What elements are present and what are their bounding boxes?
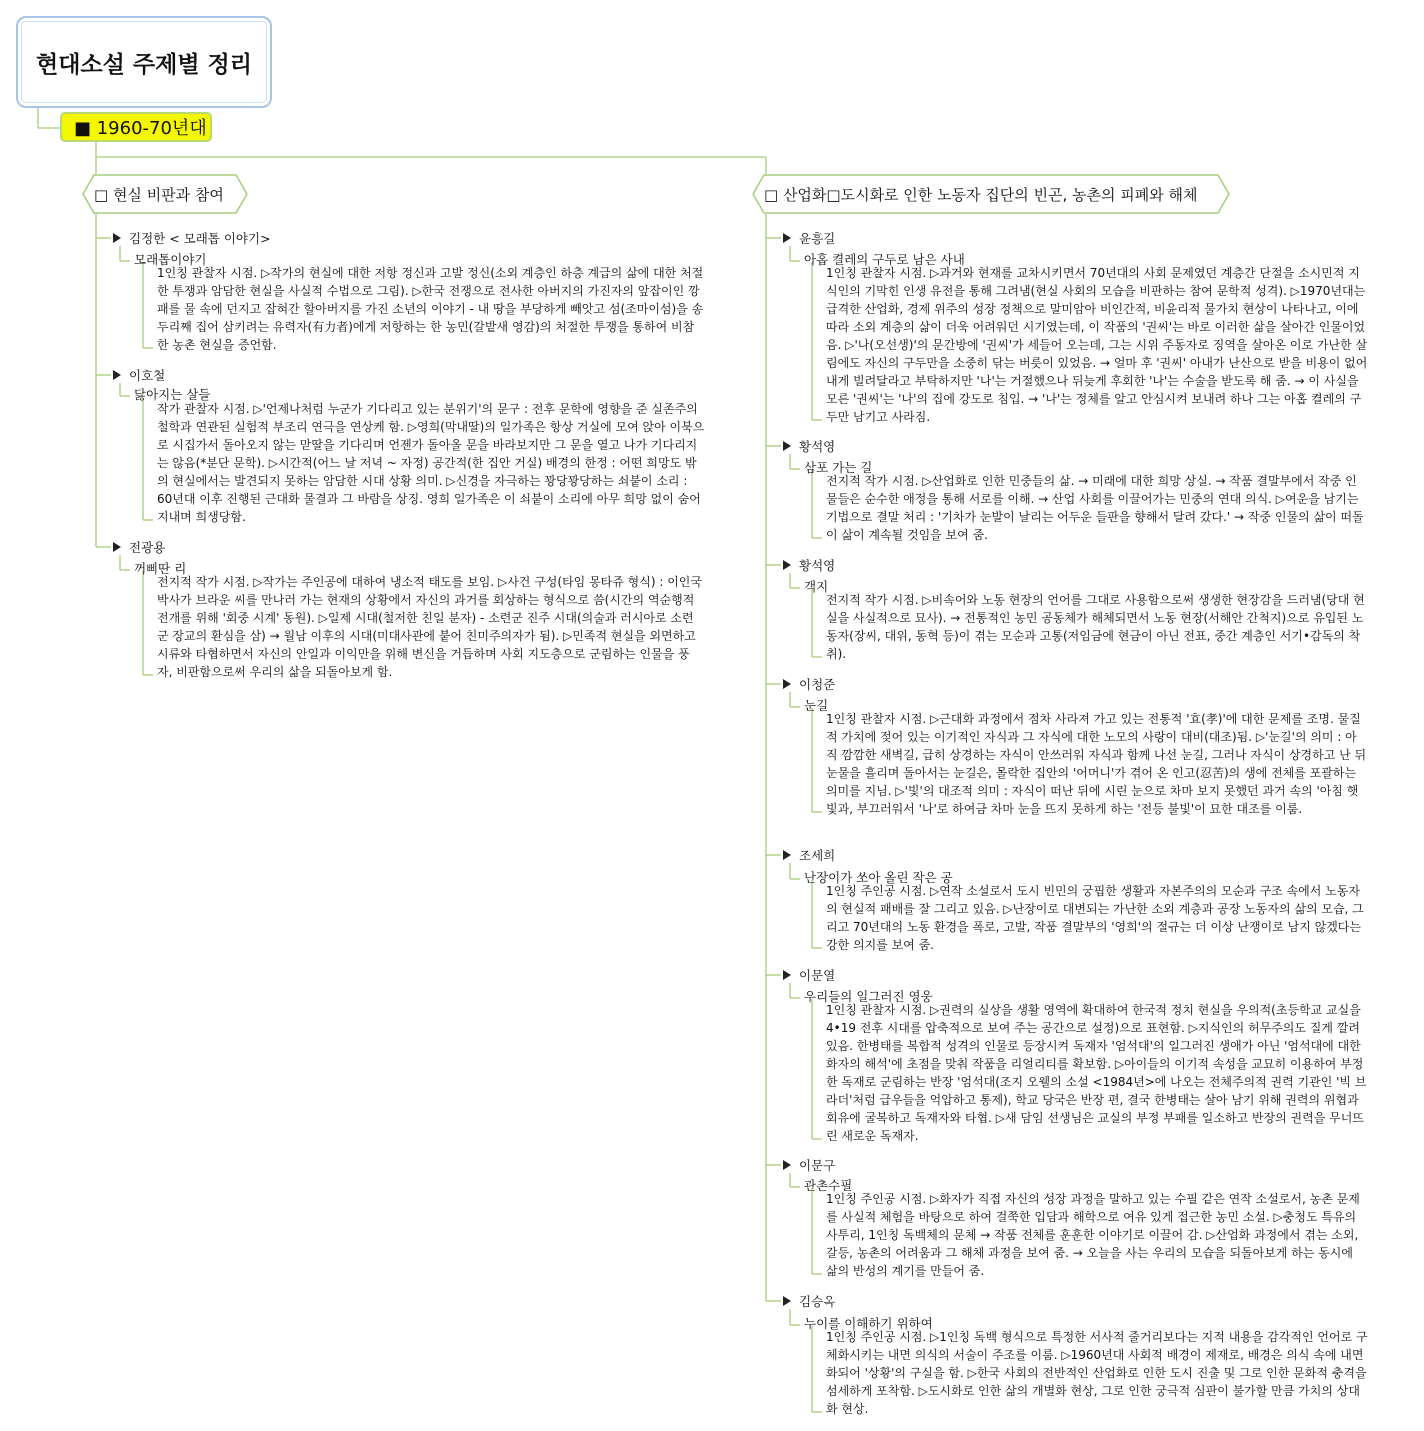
author-label: 황석영 (799, 558, 836, 573)
expand-triangle-icon[interactable] (783, 850, 791, 860)
theme-label: □ 산업화□도시화로 인한 노동자 집단의 빈곤, 농촌의 피폐와 해체 (764, 185, 1198, 204)
author-node[interactable] (113, 366, 165, 384)
description-node[interactable]: 1인칭 주인공 시점. ▷화자가 직접 자신의 성장 과정을 말하고 있는 수필 같은 연작 소설로서, 농촌 문제를 사실적 체험을 바탕으로 하여 걸쭉한 입담과 해학으로 여유 있게 접근한 농민 소설. ▷충청도 특유의 사투리, 1인칭 독백체의 문체 → 작품 전체를 훈훈한 이야기로 이끌어 감. ▷산업화 과정에서 겪는 소외, 갈등, 농촌의 어려움과 그 해체 과정을 보여 줌. → 오늘을 사는 우리의 모습을 되돌아보게 하는 동시에 삶의 반성의 계기를 만들어 줌. (826, 1192, 1360, 1278)
work-title-node[interactable]: 모래톱이야기 (134, 252, 207, 267)
work-title-node[interactable]: 아홉 켤레의 구두로 남은 사내 (804, 252, 965, 267)
work-title-node[interactable]: 삼포 가는 길 (804, 460, 873, 475)
work-title-node[interactable]: 눈길 (804, 698, 829, 713)
expand-triangle-icon[interactable] (113, 370, 121, 380)
author-label: 전광용 (129, 540, 166, 555)
expand-triangle-icon[interactable] (113, 542, 121, 552)
author-label: 이청준 (799, 677, 836, 692)
author-node[interactable] (783, 966, 835, 984)
author-node[interactable] (783, 675, 835, 693)
description-node[interactable]: 1인칭 주인공 시점. ▷1인칭 독백 형식으로 특정한 서사적 줄거리보다는 지적 내용을 감각적인 언어로 구체화시키는 내면 의식의 서술이 주조를 이룸. ▷1960년대 사회적 배경이 제재로, 배경은 의식 속에 내면화되어 '상황'의 구실을 함. ▷한국 사회의 전반적인 산업화로 인한 도시 진출 및 그로 인한 문화적 충격을 섬세하게 포착함. ▷도시화로 인한 삶의 개별화 현상, 그로 인한 궁극적 심판이 불가할 만큼 가치의 상대화 현상. (826, 1330, 1368, 1416)
description-node[interactable]: 전지적 작가 시점. ▷비속어와 노동 현장의 언어를 그대로 사용함으로써 생생한 현장감을 드러냄(당대 현실을 사실적으로 묘사). → 전통적인 농민 공동체가 해체되면서 노동 현장(서해안 간척지)으로 유입된 노동자(장씨, 대위, 동혁 등)이 겪는 모순과 고통(저임금에 현금이 아닌 전표, 중간 계층인 서기•감독의 착취). (826, 593, 1365, 661)
work-title-node[interactable]: 누이를 이해하기 위하여 (804, 1316, 933, 1331)
description-node[interactable]: 전지적 작가 시점. ▷작가는 주인공에 대하여 냉소적 태도를 보임. ▷사건 구성(타임 몽타쥬 형식) : 이인국 박사가 브라운 씨를 만나러 가는 현재의 상황에서 자신의 과거를 회상하는 형식으로 씀(시간의 역순행적 전개를 위해 '회중 시계' 동원). ▷일제 시대(철저한 친일 분자) - 소련군 진주 시대(의술과 러시아로 소련군 장교의 환심을 삼) → 월남 이후의 시대(미대사관에 붙어 친미주의자가 됨). ▷민족적 현실을 외면하고 시류와 타협하면서 자신의 안일과 이익만을 위해 변신을 거듭하며 사회 지도층으로 군림하는 인물을 풍자, 비판함으로써 우리의 삶을 되돌아보게 함. (157, 575, 702, 679)
author-label: 조세희 (799, 848, 836, 863)
description-node[interactable]: 1인칭 관찰자 시점. ▷작가의 현실에 대한 저항 정신과 고발 정신(소외 계층인 하층 계급의 삶에 대한 처절한 투쟁과 암담한 현실을 사실적 수법으로 그림). ▷한국 전쟁으로 전사한 아버지의 가진자의 앞잡이인 깡패를 물 속에 던지고 잡혀간 할아버지를 가진 소년의 이야기 - 내 땅을 부당하게 빼앗고 섬(조마이섬)을 송두리째 집어 삼키려는 유력자(有力者)에게 저항하는 한 농민(갈밭새 영감)의 처절한 투쟁을 통하여 비참한 농촌 현실을 증언함. (157, 266, 704, 352)
author-node[interactable] (783, 229, 835, 247)
description-node[interactable]: 1인칭 관찰자 시점. ▷권력의 실상을 생활 영역에 확대하여 한국적 정치 현실을 우의적(초등학교 교실을 4•19 전후 시대를 압축적으로 보여 주는 공간으로 설정)으로 표현함. ▷지식인의 허무주의도 질게 깔려 있음. 한병태를 복합적 성격의 인물로 등장시켜 독재자 '엄석대'의 일그러진 생애가 아닌 '엄석대에 대한 화자의 해석'에 초점을 맞춰 작품을 리얼리티를 확보함. ▷아이들의 이기적 속성을 교묘히 이용하여 부정한 독재로 군림하는 반장 '엄석대(조지 오웰의 소설 <1984년>에 나오는 전체주의적 권력 기관인 '빅 브라더'처럼 급우들을 억압하고 통제), 학교 당국은 반장 편, 결국 한병태는 살아 남기 위해 권력의 위협과 회유에 굴복하고 독재자와 타협. ▷새 담임 선생님은 교실의 부정 부패를 일소하고 반장의 권력을 무너뜨린 새로운 독재자. (826, 1003, 1367, 1143)
expand-triangle-icon[interactable] (783, 441, 791, 451)
theme-label: □ 현실 비판과 참여 (94, 185, 224, 204)
work-title-node[interactable]: 객지 (804, 579, 829, 594)
author-label: 황석영 (799, 439, 836, 454)
author-label: 이문열 (799, 968, 836, 983)
work-title-node[interactable]: 관촌수필 (804, 1178, 853, 1193)
author-label: 이호철 (129, 368, 166, 383)
author-node[interactable] (783, 1156, 835, 1174)
era-label: ■ 1960-70년대 (74, 118, 207, 139)
expand-triangle-icon[interactable] (783, 560, 791, 570)
work-title-node[interactable]: 우리들의 일그러진 영웅 (804, 989, 933, 1004)
expand-triangle-icon[interactable] (783, 970, 791, 980)
work-title-node[interactable]: 꺼삐딴 리 (134, 561, 187, 576)
work-title-node[interactable]: 난장이가 쏘아 올린 작은 공 (804, 870, 953, 885)
author-label: 김정한 < 모래톱 이야기> (129, 231, 271, 246)
author-node[interactable] (783, 846, 835, 864)
page-title: 현대소설 주제별 정리 (36, 51, 252, 78)
theme-node-left[interactable] (82, 174, 248, 214)
expand-triangle-icon[interactable] (783, 1160, 791, 1170)
expand-triangle-icon[interactable] (783, 233, 791, 243)
era-node[interactable] (60, 112, 212, 142)
author-node[interactable] (783, 437, 835, 455)
author-node[interactable] (113, 538, 165, 556)
author-label: 김승옥 (799, 1294, 836, 1309)
expand-triangle-icon[interactable] (783, 679, 791, 689)
root-title-node[interactable] (16, 16, 272, 108)
description-node[interactable]: 1인칭 관찰자 시점. ▷과거와 현재를 교차시키면서 70년대의 사회 문제였던 계층간 단절을 소시민적 지식인의 기막힌 인생 유전을 통해 그려냄(현실 사회의 모습을 비판하는 참여 문학적 성격). ▷1970년대는 급격한 산업화, 경제 위주의 성장 정책으로 말미암아 비인간적, 비윤리적 물가치 현상이 나타나고, 이에 따라 소외 계층의 삶이 더욱 어려워던 시기였는데, 이 작품의 '권씨'는 바로 이러한 삶을 살아간 인물이었음. ▷'나(오선생)'의 문간방에 '권씨'가 세들어 오는데, 그는 시위 주동자로 징역을 살아온 이로 가난한 살림에도 자신의 구두만을 소중히 닦는 버릇이 있었음. → 얼마 후 '권씨' 아내가 난산으로 받을 비용이 없어 내게 빌려달라고 부탁하지만 '나'는 거절했으나 뒤늦게 후회한 '나'는 수술을 받도록 해 줌. → 이 사실을 모른 '권씨'는 '나'의 집에 강도로 침입. → '나'는 정체를 알고 안심시켜 보내려 하나 그는 아홉 켤레의 구두만 남기고 사라짐. (826, 266, 1368, 424)
author-node[interactable] (783, 556, 835, 574)
author-label: 이문구 (799, 1158, 836, 1173)
description-node[interactable]: 1인칭 관찰자 시점. ▷근대화 과정에서 점차 사라져 가고 있는 전통적 '효(孝)'에 대한 문제를 조명. 물질적 가치에 젖어 있는 이기적인 자식과 그 자식에 대한 노모의 사랑이 대비(대조)됨. ▷'눈길'의 의미 : 아직 깜깜한 새벽길, 급히 상경하는 자식이 안쓰러워 자식과 함께 나선 눈길, 그러나 자식이 상경하고 난 뒤 눈물을 흘리며 돌아서는 눈길은, 몰락한 집안의 '어머니'가 겪어 온 인고(忍苦)의 생에 전체를 포괄하는 의미를 지님. ▷'빛'의 대조적 의미 : 자식이 떠난 뒤에 시린 눈으로 차마 보지 못했던 과거 속의 '아침 햇빛과, 부끄러워서 '나'로 하여금 차마 눈을 뜨지 못하게 하는 '전등 불빛'이 묘한 대조를 이룸. (826, 712, 1367, 816)
description-node[interactable]: 작가 관찰자 시점. ▷'언제나처럼 누군가 기다리고 있는 분위기'의 문구 : 전후 문학에 영향을 준 실존주의 철학과 연관된 실험적 부조리 연극을 연상케 함. ▷영희(막내딸)의 일가족은 항상 거실에 모여 앉아 이북으로 시집가서 돌아오지 않는 맏딸을 기다리며 언젠가 돌아올 문을 바라보지만 그 문을 열고 나가 기다리지는 않음(*분단 문학). ▷시간적(어느 날 저녁 ~ 자정) 공간적(한 집안 거실) 배경의 한정 : 어떤 희망도 밖의 현실에서는 발견되지 못하는 암담한 시대 상황 의미. ▷신경을 자극하는 꽝당꽝당하는 쇠붙이 소리 : 60년대 이후 진행된 근대화 물결과 그 바람을 상징. 영희 일가족은 이 쇠붙이 소리에 아무 희망 없이 숨어 지내며 희생당함. (157, 402, 705, 524)
author-node[interactable] (113, 229, 271, 247)
author-node[interactable] (783, 1292, 835, 1310)
expand-triangle-icon[interactable] (783, 1296, 791, 1306)
author-label: 윤흥길 (799, 231, 836, 246)
description-node[interactable]: 전지적 작가 시점. ▷산업화로 인한 민중들의 삶. → 미래에 대한 희망 상실. → 작품 결말부에서 작중 인물들은 순수한 애정을 통해 서로를 이해. → 산업 사회를 이끌어가는 민중의 연대 의식. ▷여운을 남기는 기법으로 결말 처리 : '기차가 눈발이 날리는 어두운 들판을 향해서 달려 갔다.' → 작중 인물의 삶이 떠돌이 삶이 계속될 것임을 보여 줌. (826, 474, 1364, 542)
expand-triangle-icon[interactable] (113, 233, 121, 243)
work-title-node[interactable]: 닳아지는 살들 (134, 387, 211, 402)
description-node[interactable]: 1인칭 주인공 시점. ▷연작 소설로서 도시 빈민의 궁핍한 생활과 자본주의의 모순과 구조 속에서 노동자의 현실적 패배를 잘 그리고 있음. ▷난장이로 대변되는 가난한 소외 계층과 공장 노동자의 삶의 모습, 그리고 70년대의 노동 환경을 폭로, 고발, 작품 결말부의 '영희'의 절규는 더 이상 난쟁이로 남지 않겠다는 강한 의지를 보여 줌. (826, 884, 1364, 952)
theme-node-right[interactable] (752, 174, 1230, 214)
